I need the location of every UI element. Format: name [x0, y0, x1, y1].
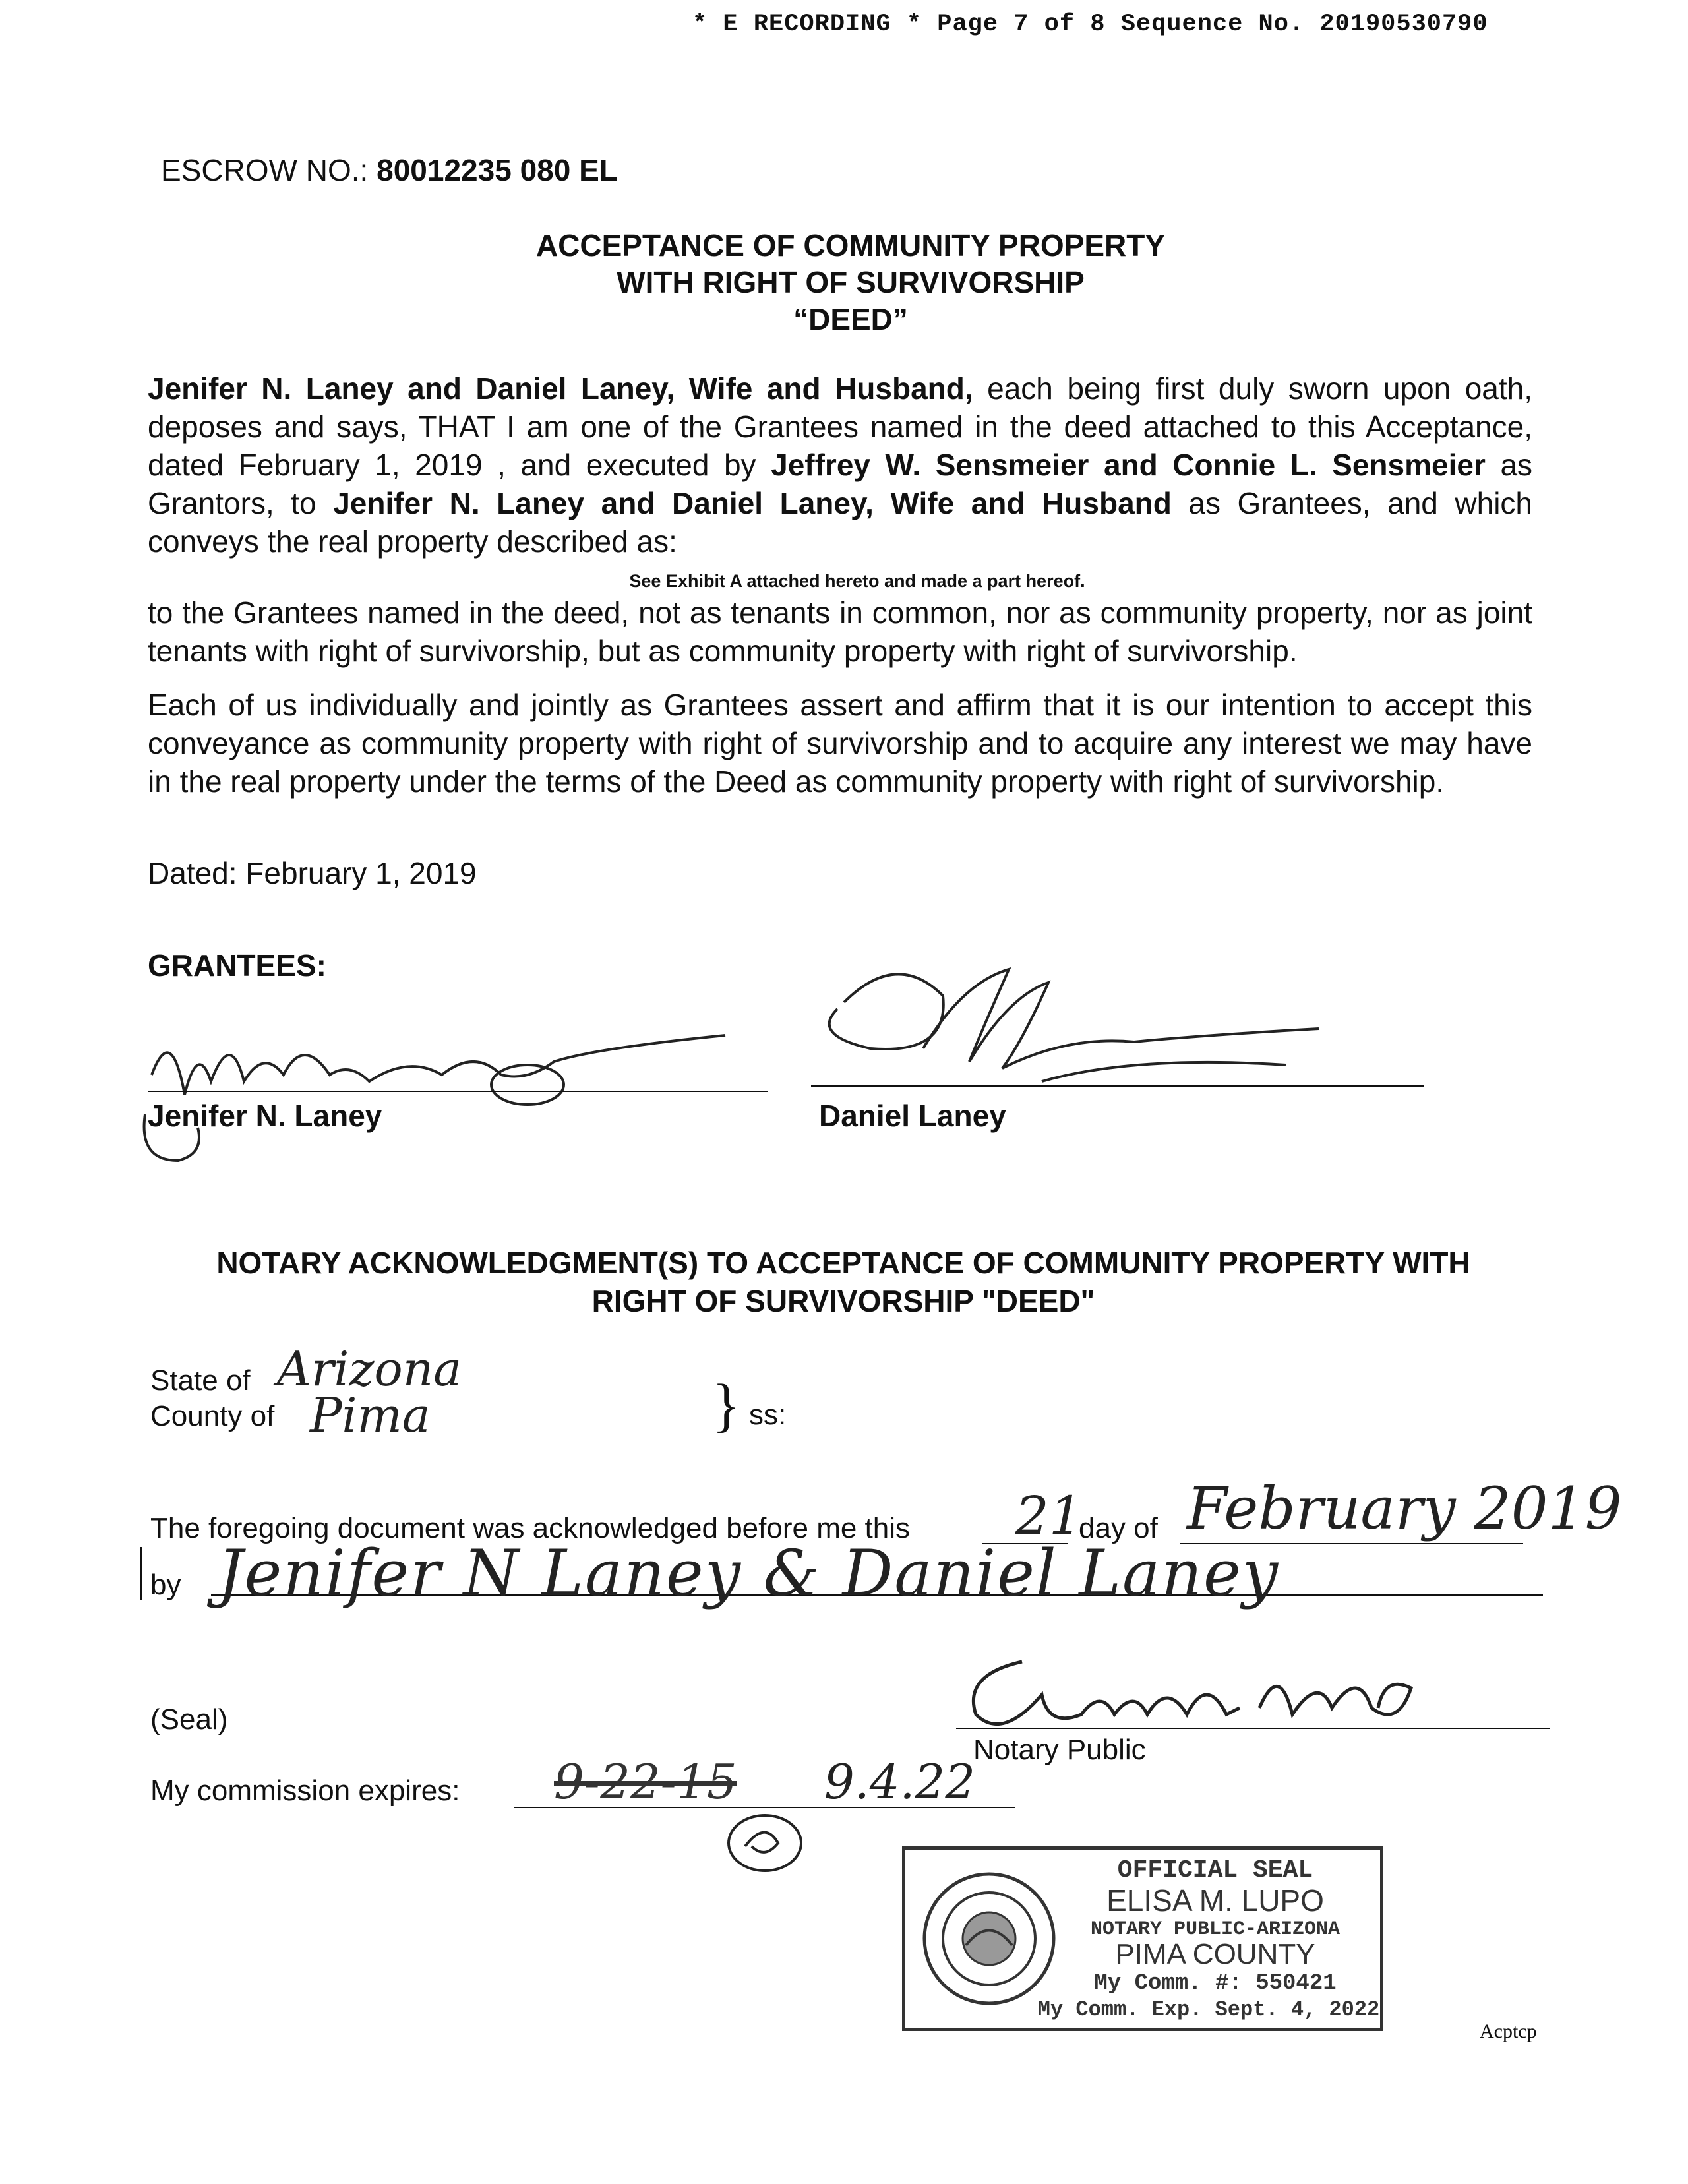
stamp-line-1: OFFICIAL SEAL: [1117, 1856, 1313, 1885]
stamp-line-5: My Comm. #: 550421: [1094, 1971, 1337, 1996]
p1-text-1: each being first duly sworn upon oath, deposes and says, THAT I am one of the Grantees named in the deed attached to this Acceptance, dated February 1, 2019 , and executed by: [148, 371, 1533, 482]
by-value: Jenifer N Laney & Daniel Laney: [218, 1536, 1280, 1610]
state-seal-icon: [920, 1869, 1058, 2008]
grantee-1-line: [148, 1091, 768, 1092]
escrow-number: 80012235 080 EL: [377, 153, 618, 187]
day-value: 21: [1015, 1485, 1083, 1546]
grantors-bold: Jeffrey W. Sensmeier and Connie L. Sensmeier: [771, 448, 1486, 482]
document-title: [330, 227, 1372, 338]
title-line-1: ACCEPTANCE OF COMMUNITY PROPERTY: [535, 228, 1166, 262]
grantees-bold-1: Jenifer N. Laney and Daniel Laney, Wife and Husband,: [148, 371, 973, 406]
by-label: by: [150, 1569, 181, 1601]
title-line-3: “DEED”: [793, 302, 908, 336]
escrow-line: [161, 152, 618, 190]
commission-struck: 9-22-15: [554, 1754, 737, 1809]
grantee-2-line: [811, 1085, 1424, 1087]
p1-text-2: as Grantors, to: [148, 448, 1533, 520]
commission-value: 9.4.22: [824, 1754, 976, 1809]
notary-public-label: Notary Public: [973, 1734, 1146, 1766]
month-year-value: February 2019: [1187, 1474, 1622, 1542]
grantee-2-name: Daniel Laney: [819, 1099, 1006, 1133]
stamp-line-2: ELISA M. LUPO: [1106, 1883, 1324, 1918]
margin-mark: [140, 1547, 142, 1600]
title-line-2: WITH RIGHT OF SURVIVORSHIP: [617, 265, 1085, 299]
commission-label: My commission expires:: [150, 1774, 460, 1807]
notary-signature: [950, 1635, 1477, 1747]
exhibit-note: See Exhibit A attached hereto and made a part hereof.: [629, 571, 1085, 591]
grantees-bold-2: Jenifer N. Laney and Daniel Laney, Wife and Husband: [333, 486, 1172, 520]
initials-circle: [719, 1807, 811, 1879]
day-of-label: day of: [1079, 1512, 1158, 1544]
ack-text: The foregoing document was acknowledged before me this: [150, 1512, 911, 1544]
stamp-line-3: NOTARY PUBLIC-ARIZONA: [1090, 1918, 1341, 1941]
notary-heading-line-2: RIGHT OF SURVIVORSHIP "DEED": [591, 1284, 1095, 1318]
grantee-1-name: Jenifer N. Laney: [148, 1099, 382, 1133]
state-label: State of: [150, 1364, 251, 1397]
escrow-label: ESCROW NO.:: [161, 153, 369, 187]
official-seal-stamp: [902, 1846, 1383, 2031]
notary-line: [956, 1728, 1550, 1729]
state-value: Arizona: [277, 1341, 462, 1397]
stamp-line-4: PIMA COUNTY: [1115, 1938, 1315, 1970]
paragraph-2: to the Grantees named in the deed, not as tenants in common, nor as community property, nor as joint tenants with right of survivorship, but as community property with right of survivorship.: [148, 595, 1532, 668]
county-label: County of: [150, 1400, 275, 1432]
footer-code: Acptcp: [1480, 2020, 1537, 2042]
notary-heading-line-1: NOTARY ACKNOWLEDGMENT(S) TO ACCEPTANCE OF COMMUNITY PROPERTY WITH: [216, 1246, 1470, 1280]
stamp-line-6: My Comm. Exp. Sept. 4, 2022: [1037, 1997, 1380, 2022]
dated-line: Dated: February 1, 2019: [148, 856, 477, 890]
ss-label: ss:: [749, 1399, 787, 1431]
county-value: Pima: [310, 1387, 431, 1443]
paragraph-1: [148, 369, 1532, 561]
p1-text-3: as Grantees, and which conveys the real property described as:: [148, 486, 1533, 559]
recording-header: * E RECORDING * Page 7 of 8 Sequence No. 20190530790: [692, 11, 1488, 38]
notary-heading: [148, 1244, 1539, 1320]
grantee-1-signature: [132, 1002, 791, 1174]
seal-label: (Seal): [150, 1703, 228, 1736]
paragraph-3: Each of us individually and jointly as Grantees assert and affirm that it is our intention to accept this conveyance as community property with right of survivorship and to acquire any interest we may have in the real property under the terms of the Deed as community property with right of survivorship.: [148, 688, 1532, 799]
brace: }: [712, 1373, 741, 1438]
grantees-heading: GRANTEES:: [148, 948, 326, 983]
